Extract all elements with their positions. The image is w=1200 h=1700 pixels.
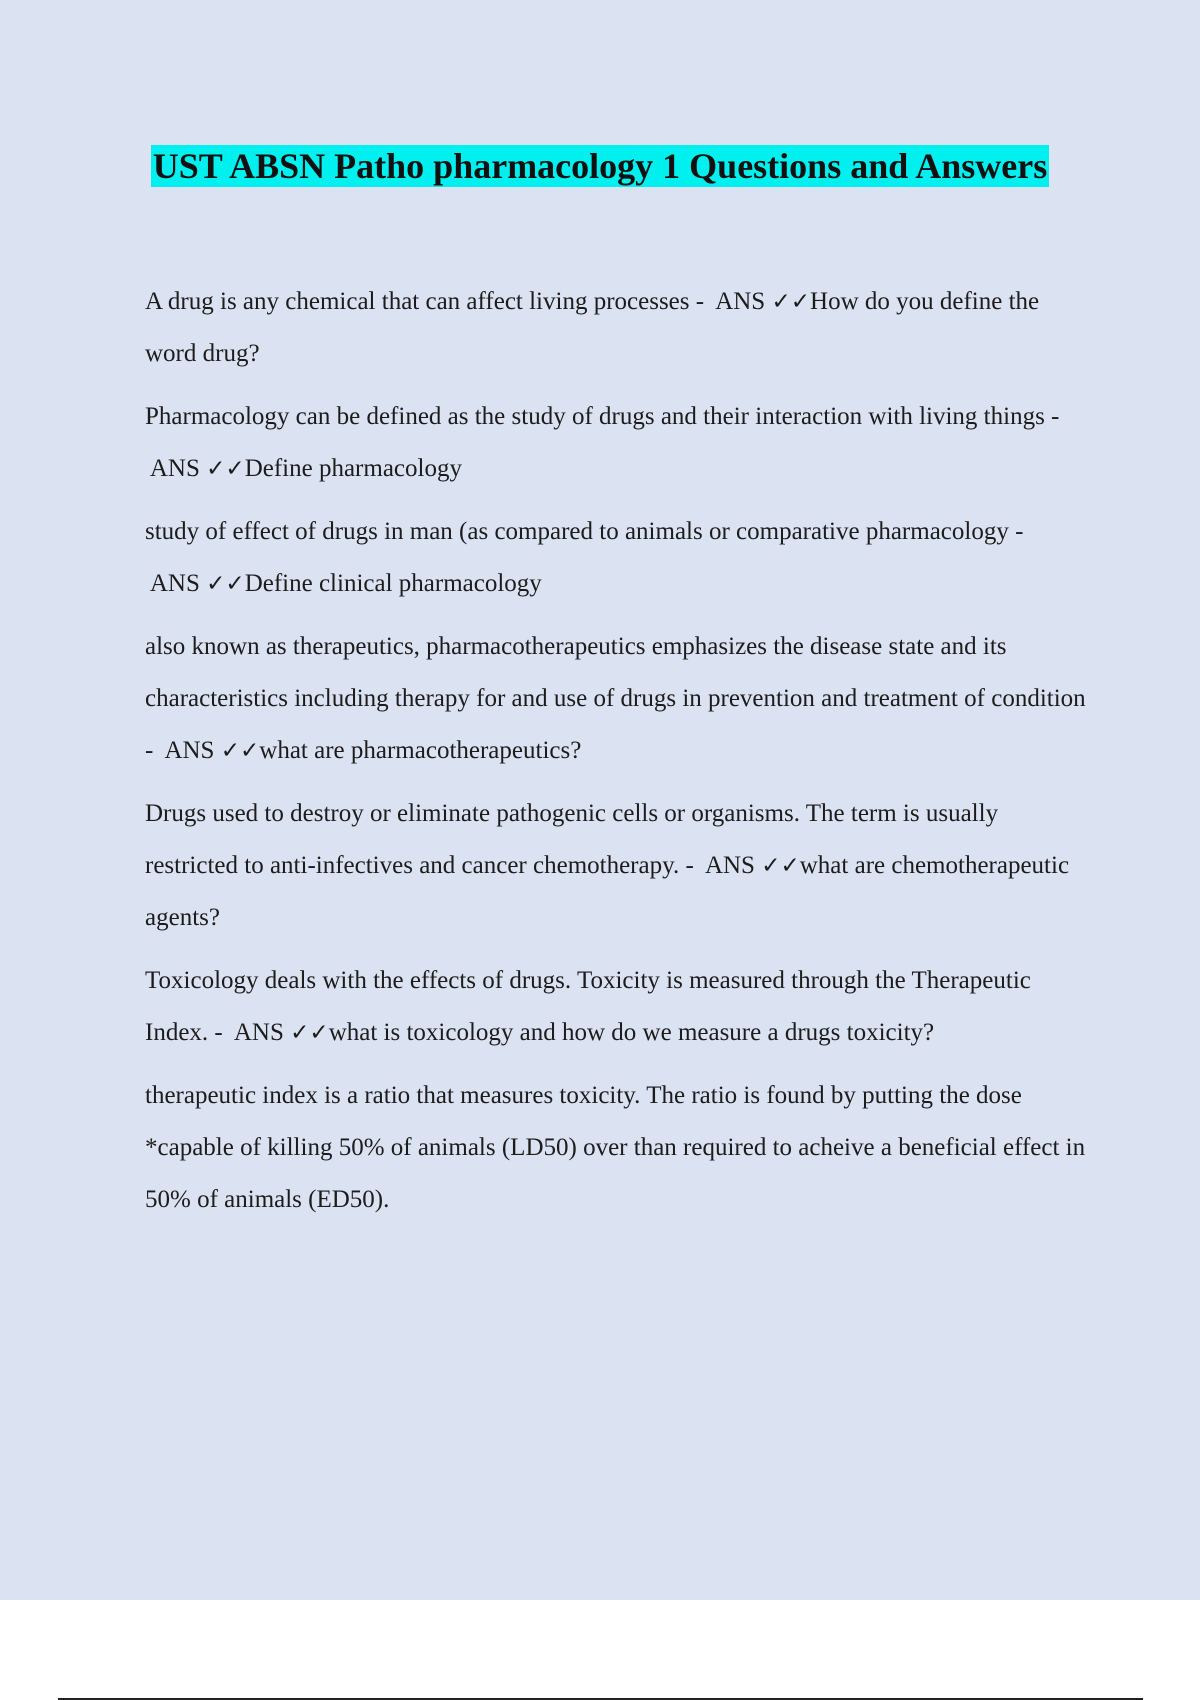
qa-item <box>145 391 1095 495</box>
answer-text: A drug is any chemical that can affect living processes - <box>145 288 711 315</box>
answer-text: Toxicology deals with the effects of drugs. Toxicity is measured through the Therapeutic Index. - <box>145 967 1031 1046</box>
document-title: UST ABSN Patho pharmacology 1 Questions and Answers <box>152 146 1048 186</box>
answer-marker: ANS <box>704 852 755 879</box>
double-check-icon: ✓✓ <box>290 1020 329 1046</box>
qa-item <box>145 1070 1095 1226</box>
answer-text: Drugs used to destroy or eliminate pathogenic cells or organisms. The term is usually restricted to anti-infectives and cancer chemotherapy. - <box>145 800 999 879</box>
question-text: Define clinical pharmacology <box>244 570 542 597</box>
question-text: what is toxicology and how do we measure a drugs toxicity? <box>328 1019 935 1046</box>
qa-item <box>145 621 1095 777</box>
double-check-icon: ✓✓ <box>206 456 245 482</box>
answer-text: study of effect of drugs in man (as compared to animals or comparative pharmacology - <box>145 518 1024 545</box>
answer-marker: ANS <box>233 1019 284 1046</box>
answer-marker: ANS <box>715 288 766 315</box>
double-check-icon: ✓✓ <box>761 853 800 879</box>
question-text: Define pharmacology <box>244 455 462 482</box>
answer-text: therapeutic index is a ratio that measures toxicity. The ratio is found by putting the dose *capable of killing 50% of animals (LD50) over than required to acheive a beneficial effect in 50% of animals (ED50). <box>145 1082 1086 1213</box>
answer-marker: ANS <box>164 737 215 764</box>
question-text: what are chemotherapeutic agents? <box>145 852 1070 931</box>
qa-item <box>145 955 1095 1059</box>
question-text: what are pharmacotherapeutics? <box>259 737 582 764</box>
qa-list <box>145 276 1095 1237</box>
qa-item <box>145 276 1095 380</box>
double-check-icon: ✓✓ <box>220 738 260 764</box>
question-text: How do you define the word drug? <box>145 288 1040 367</box>
double-check-icon: ✓✓ <box>771 289 811 315</box>
answer-text: also known as therapeutics, pharmacotherapeutics emphasizes the disease state and its characteristics including therapy for and use of drugs in prevention and treatment of condition - <box>145 633 1086 764</box>
answer-marker: ANS <box>149 570 200 597</box>
qa-item <box>145 788 1095 944</box>
double-check-icon: ✓✓ <box>206 571 245 597</box>
answer-text: Pharmacology can be defined as the study of drugs and their interaction with living things - <box>145 403 1060 430</box>
answer-marker: ANS <box>149 455 200 482</box>
qa-item <box>145 506 1095 610</box>
title-container <box>0 145 1200 187</box>
